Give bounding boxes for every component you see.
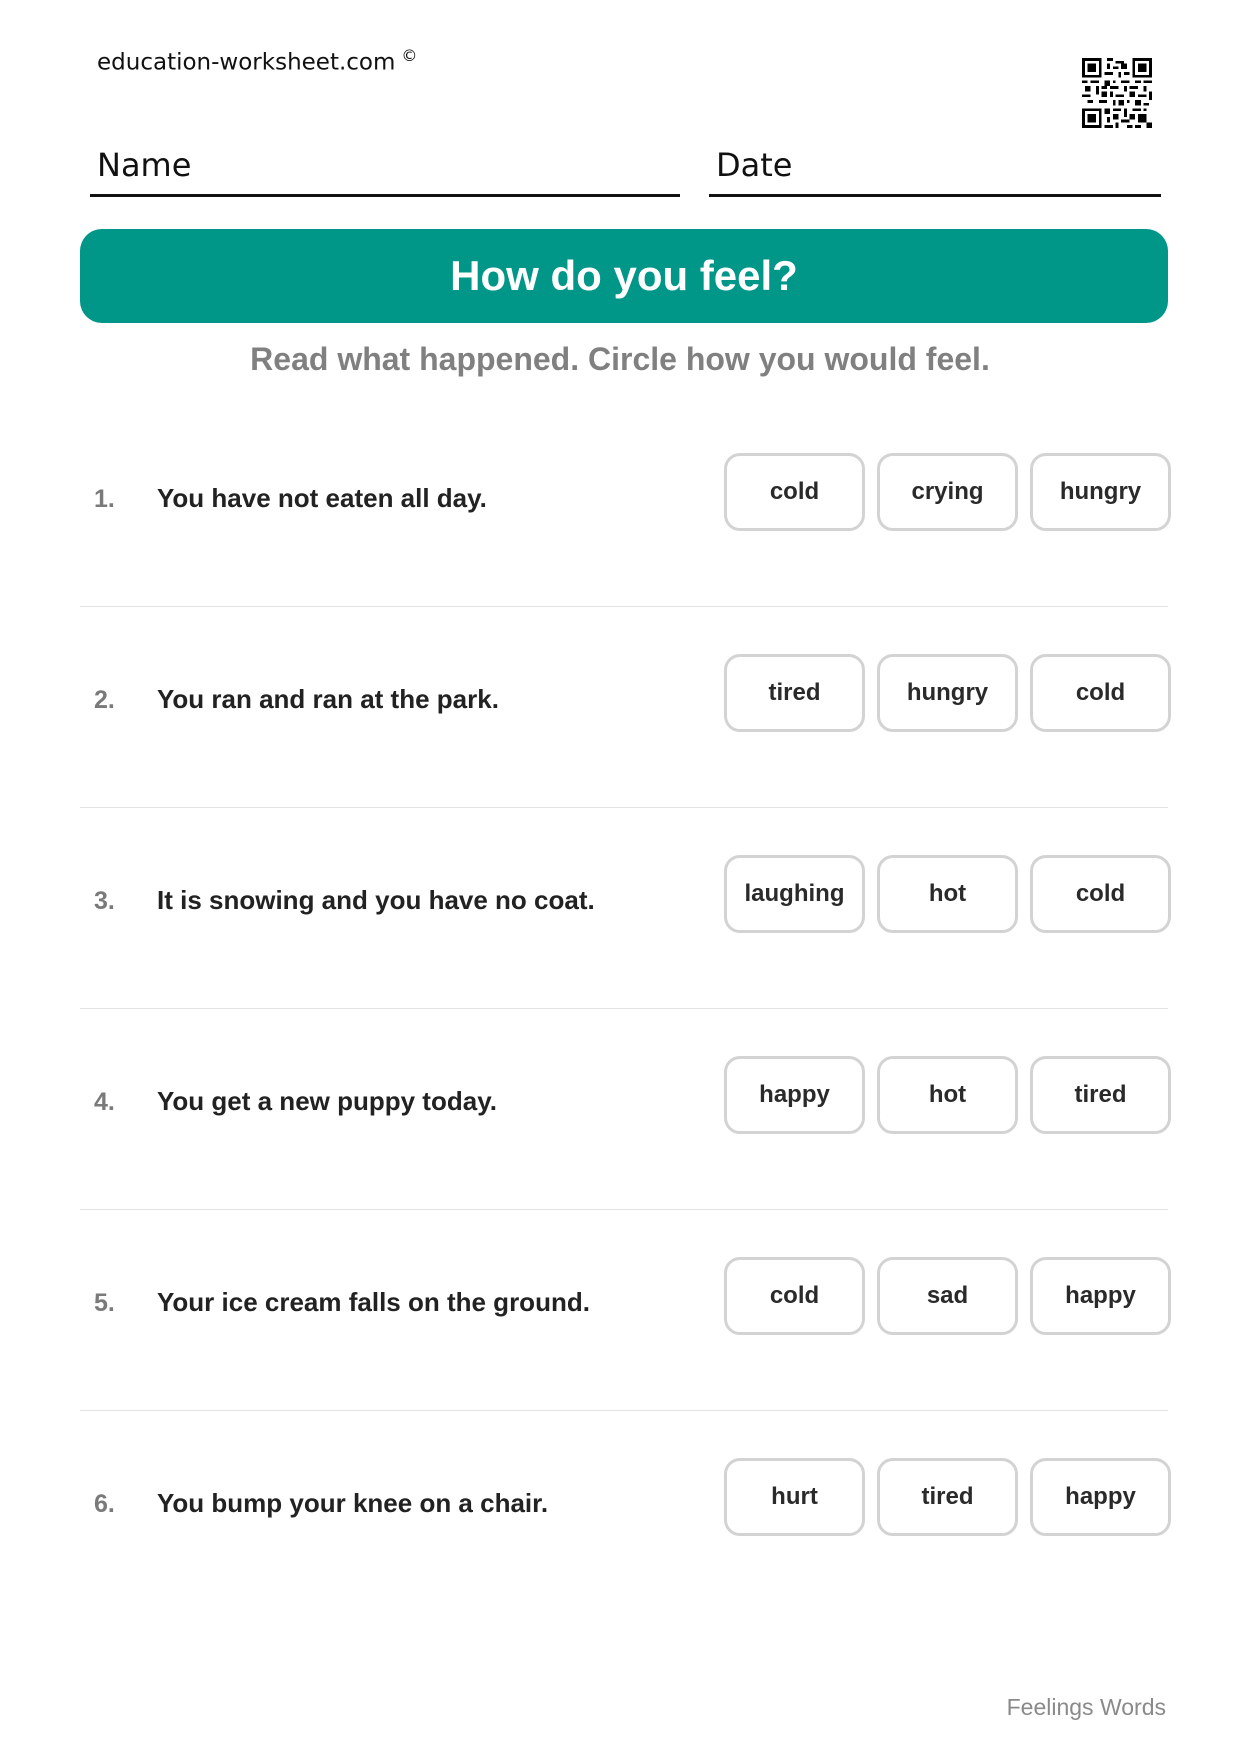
answer-options xyxy=(724,453,1171,531)
answer-option[interactable]: hungry xyxy=(1030,453,1171,531)
answer-option[interactable]: happy xyxy=(1030,1458,1171,1536)
answer-option[interactable]: cold xyxy=(1030,855,1171,933)
question-number: 1. xyxy=(94,485,115,513)
qr-code-icon xyxy=(1082,58,1152,128)
question-number: 3. xyxy=(94,887,115,915)
question-text: It is snowing and you have no coat. xyxy=(157,885,595,915)
answer-option[interactable]: tired xyxy=(724,654,865,732)
answer-option[interactable]: cold xyxy=(724,1257,865,1335)
site-name xyxy=(97,46,417,76)
title-banner xyxy=(80,229,1168,323)
answer-option[interactable]: happy xyxy=(724,1056,865,1134)
question-row xyxy=(80,606,1168,808)
answer-options xyxy=(724,654,1171,732)
question-number: 2. xyxy=(94,686,115,714)
question-row xyxy=(80,1209,1168,1411)
name-field[interactable] xyxy=(90,142,680,197)
answer-option[interactable]: tired xyxy=(877,1458,1018,1536)
question-number: 6. xyxy=(94,1490,115,1518)
date-label: Date xyxy=(716,146,793,184)
date-field[interactable] xyxy=(709,142,1161,197)
answer-option[interactable]: hurt xyxy=(724,1458,865,1536)
footer-label: Feelings Words xyxy=(1006,1694,1166,1720)
answer-option[interactable]: crying xyxy=(877,453,1018,531)
answer-options xyxy=(724,855,1171,933)
answer-option[interactable]: tired xyxy=(1030,1056,1171,1134)
answer-option[interactable]: hungry xyxy=(877,654,1018,732)
answer-option[interactable]: sad xyxy=(877,1257,1018,1335)
question-text: You get a new puppy today. xyxy=(157,1086,497,1116)
site-url: education-worksheet.com xyxy=(97,49,396,76)
worksheet-title: How do you feel? xyxy=(450,252,798,299)
question-row xyxy=(80,1008,1168,1210)
question-number: 4. xyxy=(94,1088,115,1116)
name-label: Name xyxy=(97,146,192,184)
answer-options xyxy=(724,1458,1171,1536)
question-number: 5. xyxy=(94,1289,115,1317)
question-row xyxy=(80,807,1168,1009)
answer-options xyxy=(724,1257,1171,1335)
answer-option[interactable]: cold xyxy=(724,453,865,531)
instructions: Read what happened. Circle how you would feel. xyxy=(250,341,990,377)
answer-option[interactable]: hot xyxy=(877,1056,1018,1134)
answer-option[interactable]: laughing xyxy=(724,855,865,933)
question-row xyxy=(80,405,1168,607)
answer-option[interactable]: hot xyxy=(877,855,1018,933)
question-text: Your ice cream falls on the ground. xyxy=(157,1287,590,1317)
question-row xyxy=(80,1410,1168,1611)
answer-options xyxy=(724,1056,1171,1134)
answer-option[interactable]: happy xyxy=(1030,1257,1171,1335)
question-text: You ran and ran at the park. xyxy=(157,684,499,714)
question-text: You bump your knee on a chair. xyxy=(157,1488,549,1518)
answer-option[interactable]: cold xyxy=(1030,654,1171,732)
question-text: You have not eaten all day. xyxy=(157,483,487,513)
copyright-symbol: © xyxy=(401,46,418,65)
